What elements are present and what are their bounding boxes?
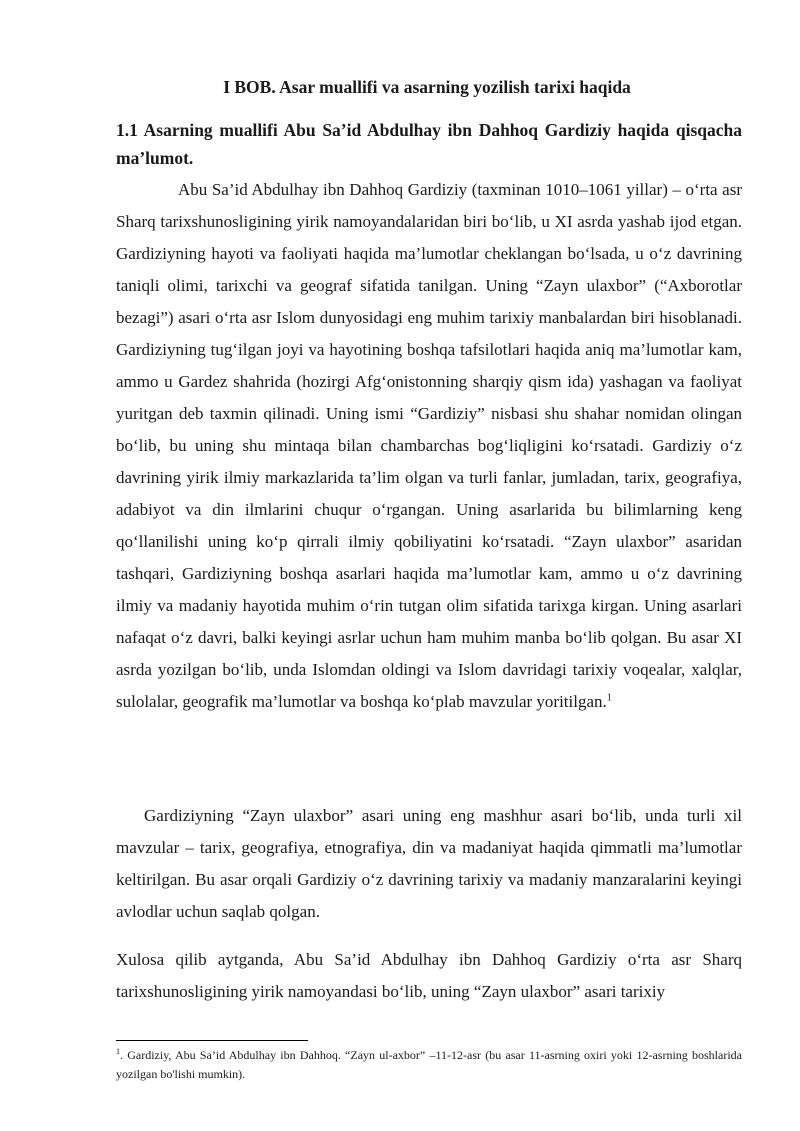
paragraph-1-text: Abu Sa’id Abdulhay ibn Dahhoq Gardiziy (taxminan 1010–1061 yillar) – o‘rta asr Sharq tarixshunosligining yirik namoyandalaridan biri bo‘lib, u XI asrda yashab ijod etgan. Gardiziyning hayoti va faoliyati haqida ma’lumotlar cheklangan bo‘lsada, u o‘z davrining taniqli olimi, tarixchi va geograf sifatida tanilgan. Uning “Zayn ulaxbor” (“Axborotlar bezagi”) asari o‘rta asr Islom dunyosidagi eng muhim tarixiy manbalardan biri hisoblanadi. Gardiziyning tug‘ilgan joyi va hayotining boshqa tafsilotlari haqida aniq ma’lumotlar kam, ammo u Gardez shahrida (hozirgi Afg‘onistonning sharqiy qism ida) yashagan va faoliyat yuritgan deb taxmin qilinadi. Uning ismi “Gardiziy” nisbasi shu shahar nomidan olingan bo‘lib, bu uning shu mintaqa bilan chambarchas bog‘liqligini ko‘rsatadi. Gardiziy o‘z davrining yirik ilmiy markazlarida ta’lim olgan va turli fanlar, jumladan, tarix, geografiya, adabiyot va din ilmlarini chuqur o‘rgangan. Uning asarlarida bu bilimlarning keng qo‘llanilishi uning ko‘p qirrali ilmiy qobiliyatini ko‘rsatadi. “Zayn ulaxbor” asaridan tashqari, Gardiziyning boshqa asarlari haqida ma’lumotlar kam, ammo u o‘z davrining ilmiy va madaniy hayotida muhim o‘rin tutgan olim sifatida tarixga kirgan. Uning asarlari nafaqat o‘z davri, balki keyingi asrlar uchun ham muhim manba bo‘lib qolgan. Bu asar XI asrda yozilgan bo‘lib, unda Islomdan oldingi va Islom davridagi tarixiy voqealar, xalqlar, sulolalar, geografik ma’lumotlar va boshqa ko‘plab mavzular yoritilgan. <box>116 180 742 711</box>
footnote-text: . Gardiziy, Abu Sa’id Abdulhay ibn Dahhoq. “Zayn ul-axbor” –11-12-asr (bu asar 11-asrning oxiri yoki 12-asrning boshlarida yozilgan bo'lishi mumkin). <box>116 1048 742 1081</box>
paragraph-1 <box>116 174 742 718</box>
footnote-reference[interactable]: 1 <box>606 692 612 704</box>
section-title: 1.1 Asarning muallifi Abu Sa’id Abdulhay ibn Dahhoq Gardiziy haqida qisqacha ma’lumot. <box>116 120 742 168</box>
paragraph-3: Xulosa qilib aytganda, Abu Sa’id Abdulhay ibn Dahhoq Gardiziy o‘rta asr Sharq tarixshunosligining yirik namoyandasi bo‘lib, uning “Zayn ulaxbor” asari tarixiy <box>116 950 742 1001</box>
footnote-marker: 1 <box>116 1047 120 1056</box>
paragraph-2: Gardiziyning “Zayn ulaxbor” asari uning eng mashhur asari bo‘lib, unda turli xil mavzular – tarix, geografiya, etnografiya, din va madaniyat haqida qimmatli ma’lumotlar keltirilgan. Bu asar orqali Gardiziy o‘z davrining tarixiy va madaniy manzaralarini keyingi avlodlar uchun saqlab qolgan. <box>116 806 742 921</box>
footnote-separator <box>116 1040 308 1041</box>
chapter-title: I BOB. Asar muallifi va asarning yozilish tarixi haqida <box>223 77 631 97</box>
footnote <box>116 1046 742 1084</box>
